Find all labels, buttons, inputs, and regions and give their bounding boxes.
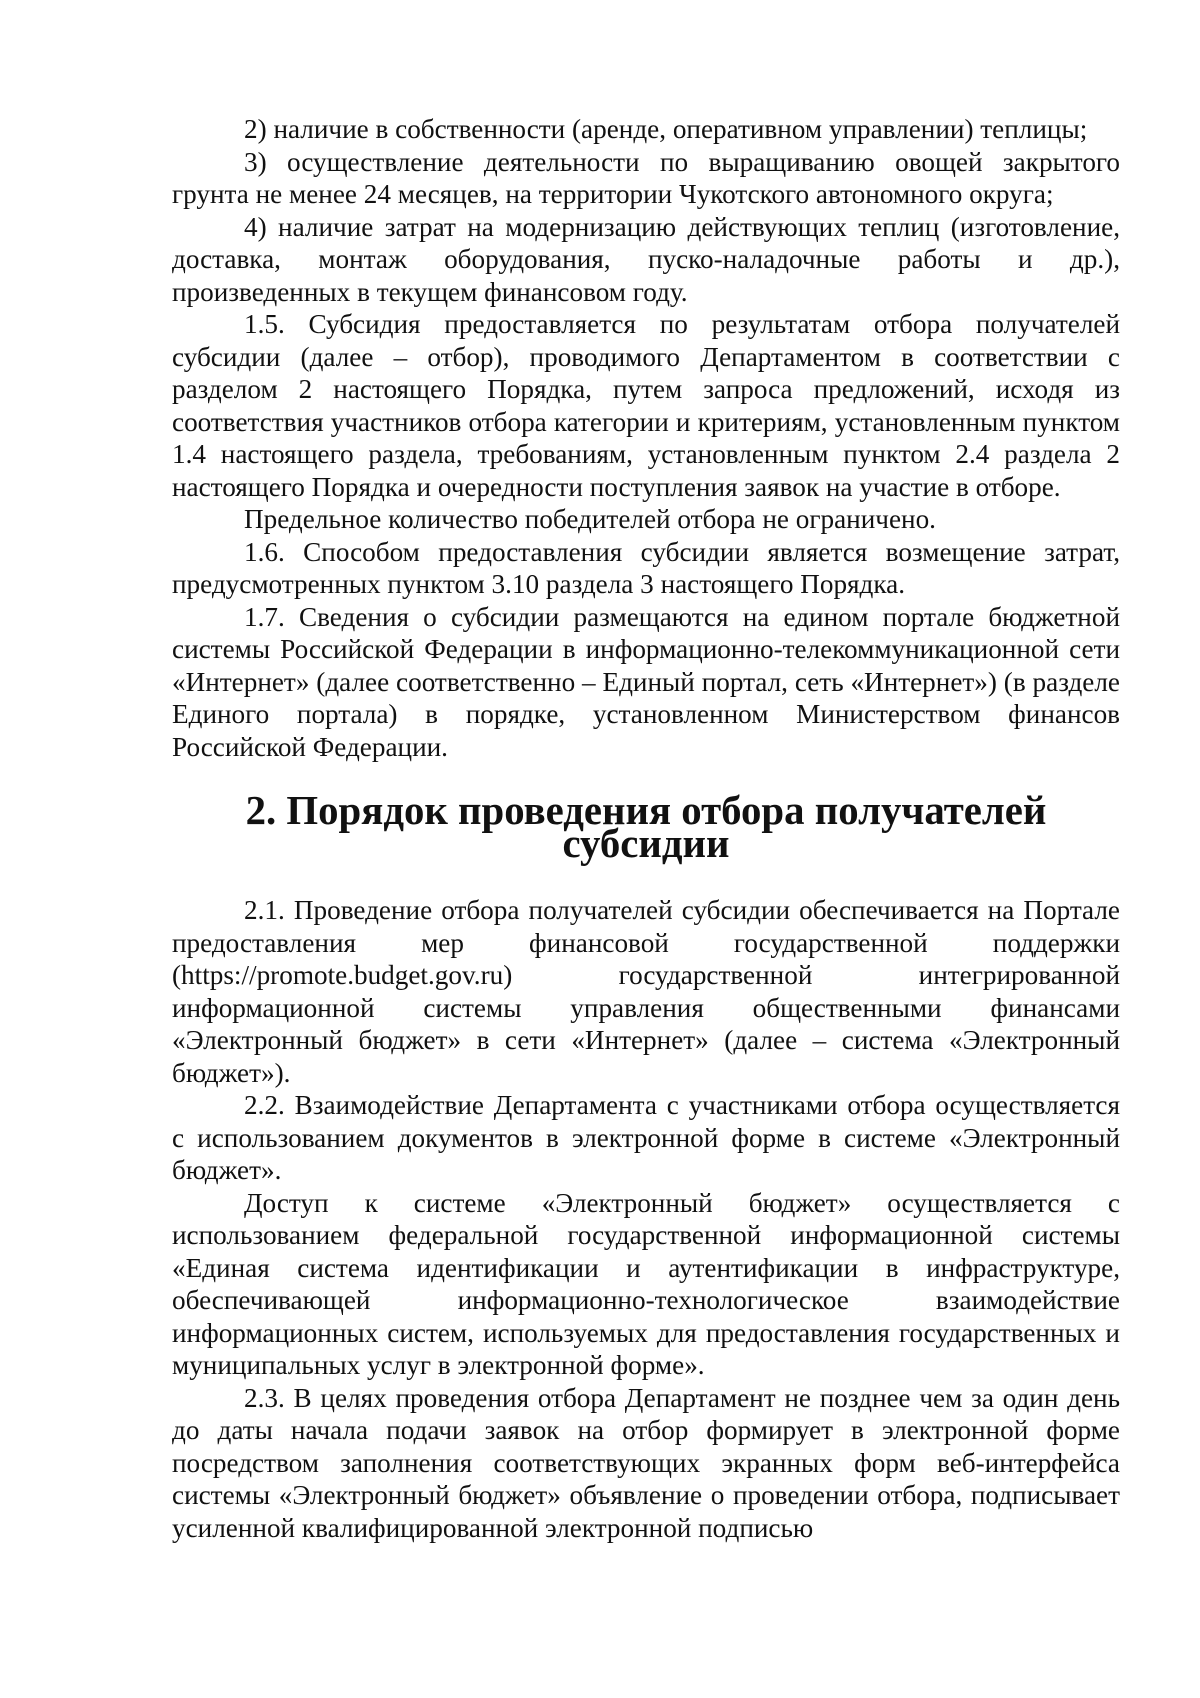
paragraph-access: Доступ к системе «Электронный бюджет» осуществляется с использованием федеральной государственной информационной системы «Единая система идентификации и аутентификации в инфраструктуре, обеспечивающей информационно-технологическое взаимодействие информационных систем, используемых для предоставления государственных и муниципальных услуг в электронной форме». <box>172 1187 1120 1380</box>
paragraph-winners-limit: Предельное количество победителей отбора не ограничено. <box>244 504 936 534</box>
paragraph-2-3: 2.3. В целях проведения отбора Департамент не позднее чем за один день до даты начала подачи заявок на отбор формирует в электронной форме посредством заполнения соответствующих экранных форм веб-интерфейса системы «Электронный бюджет» объявление о проведении отбора, подписывает усиленной квалифицированной электронной подписью <box>172 1382 1120 1543</box>
document-page <box>172 113 1120 1544</box>
paragraph-1-7: 1.7. Сведения о субсидии размещаются на едином портале бюджетной системы Российской Федерации в информационно-телекоммуникационной сети «Интернет» (далее соответственно – Единый портал, сеть «Интернет») (в разделе Единого портала) в порядке, установленном Министерством финансов Российской Федерации. <box>172 601 1120 762</box>
paragraph-1-5: 1.5. Субсидия предоставляется по результатам отбора получателей субсидии (далее – отбор), проводимого Департаментом в соответствии с разделом 2 настоящего Порядка, путем запроса предложений, исходя из соответствия участников отбора категории и критериям, установленным пунктом 1.4 настоящего раздела, требованиям, установленным пунктом 2.4 раздела 2 настоящего Порядка и очередности поступления заявок на участие в отборе. <box>172 309 1120 502</box>
paragraph-2-1: 2.1. Проведение отбора получателей субсидии обеспечивается на Портале предоставления мер финансовой государственной поддержки (https://promote.budget.gov.ru) государственной интегрированной информационной системы управления общественными финансами «Электронный бюджет» в сети «Интернет» (далее – система «Электронный бюджет»). <box>172 895 1120 1088</box>
paragraph-1-6: 1.6. Способом предоставления субсидии является возмещение затрат, предусмотренных пунктом 3.10 раздела 3 настоящего Порядка. <box>172 536 1120 599</box>
paragraph-2-2: 2.2. Взаимодействие Департамента с участниками отбора осуществляется с использованием документов в электронной форме в системе «Электронный бюджет». <box>172 1090 1120 1185</box>
paragraph-item-4-costs: 4) наличие затрат на модернизацию действующих теплиц (изготовление, доставка, монтаж оборудования, пуско-наладочные работы и др.), произведенных в текущем финансовом году. <box>172 211 1120 307</box>
paragraph-item-2-greenhouse: 2) наличие в собственности (аренде, оперативном управлении) теплицы; <box>244 114 1088 144</box>
paragraph-item-3-activity: 3) осуществление деятельности по выращиванию овощей закрытого грунта не менее 24 месяцев, на территории Чукотского автономного округа; <box>172 146 1120 209</box>
section-heading: 2. Порядок проведения отбора получателей субсидии <box>245 788 1047 866</box>
